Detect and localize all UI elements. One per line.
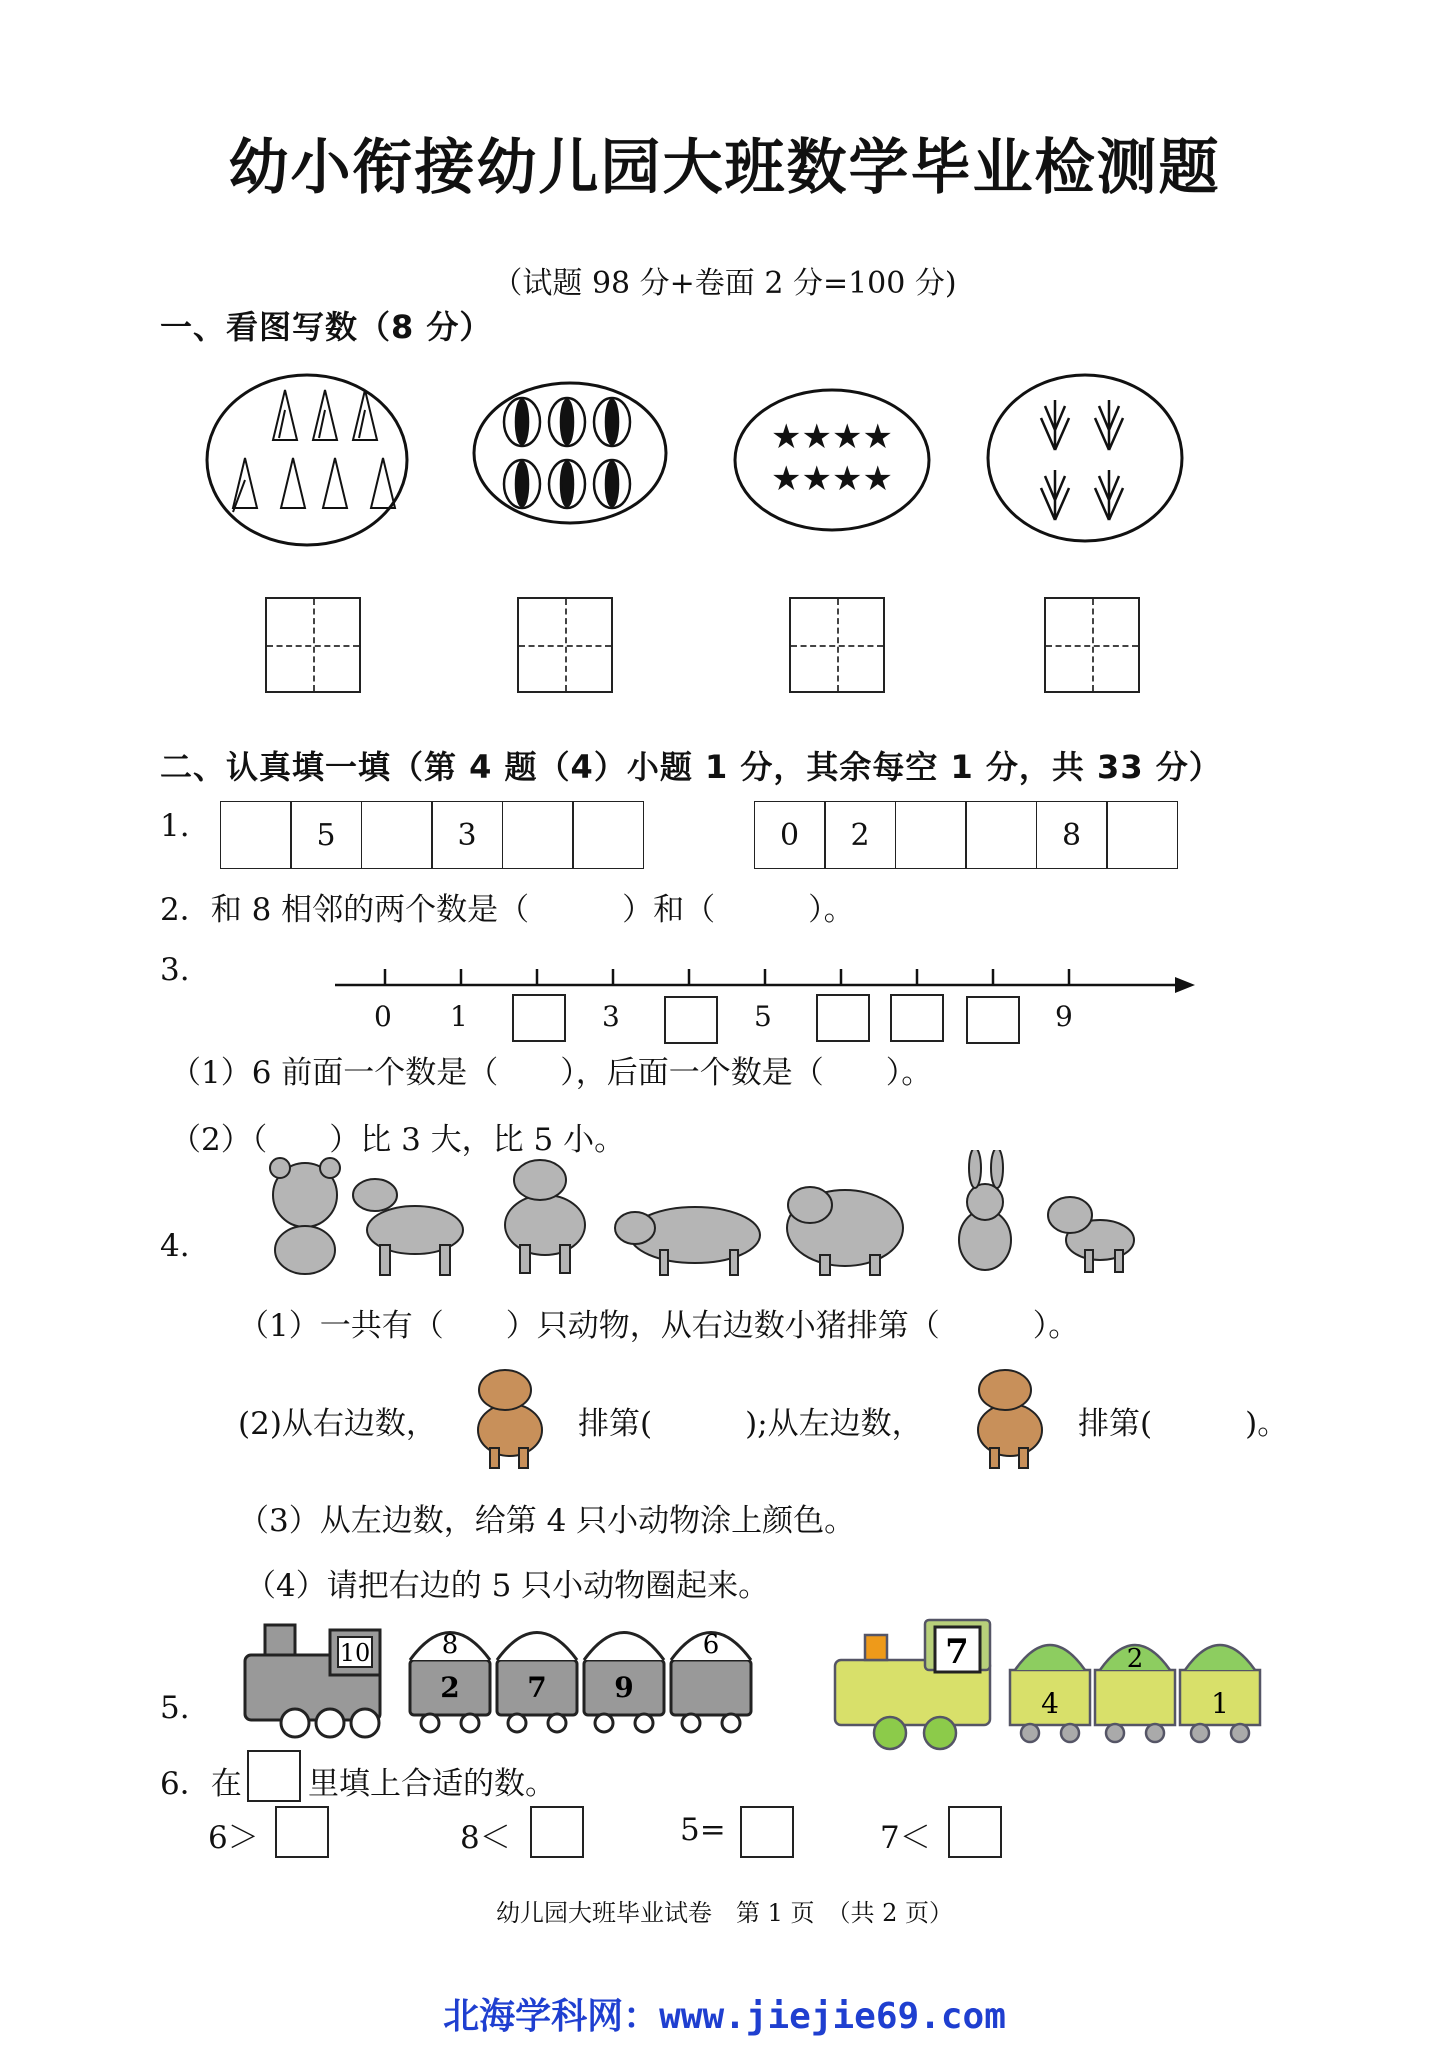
gray-train [235,1605,765,1740]
page-title: 幼小衔接幼儿园大班数学毕业检测题 [228,133,1221,203]
q6-text-a: 6．在 [160,1766,242,1802]
q3-sub1: （1）6 前面一个数是（ ），后面一个数是（ ）。 [170,1055,933,1091]
section2-heading: 二、认真填一填（第 4 题（4）小题 1 分，其余每空 1 分，共 33 分） [160,748,1222,786]
q6-answer-box-4[interactable] [948,1806,1002,1858]
q1b-cell: 2 [824,801,896,869]
watermark [0,1988,1449,2039]
q6-answer-box-3[interactable] [740,1806,794,1858]
q1b-cell: 0 [754,801,826,869]
q1a-cell: 3 [431,801,503,869]
pig-icon [787,1187,903,1275]
q6-item-2: 8＜ [460,1820,511,1856]
q6-text-b: 里填上合适的数。 [308,1766,556,1802]
answer-grid-3[interactable] [789,597,885,693]
watermark-url: www.jiejie69.com [659,1996,1006,2037]
svg-text:★★★★: ★★★★ [771,459,893,499]
tick-label-9: 9 [1055,1000,1073,1033]
q6-item-3: 5= [680,1812,726,1848]
q6-item-4: 7＜ [880,1820,931,1856]
q1a-cell[interactable] [572,801,644,869]
q1b-cell[interactable] [895,801,967,869]
q3-number: 3. [160,952,190,988]
dog-icon [1048,1197,1134,1272]
tick-label-0: 0 [374,1000,392,1033]
sheep-icon [615,1207,760,1275]
horse-icon [353,1179,463,1275]
q6-item-1: 6＞ [208,1820,259,1856]
score-note: （试题 98 分+卷面 2 分=100 分) [492,266,957,301]
q4-sub1: （1）一共有（ ）只动物，从右边数小猪排第（ ）。 [238,1308,1080,1344]
tick-answer-box-4[interactable] [664,996,718,1044]
q4-sub2-b: 排第( );从左边数， [578,1406,923,1442]
cow-icon [955,1360,1065,1470]
q1b-cell[interactable] [965,801,1037,869]
tick-label-3: 3 [602,1000,620,1033]
answer-grid-1[interactable] [265,597,361,693]
svg-text:7: 7 [527,1671,547,1704]
tick-label-5: 5 [754,1000,772,1033]
q1-number: 1. [160,808,190,844]
q4-sub2-c: 排第( )。 [1078,1406,1289,1442]
q1-number-row-b [755,801,1178,869]
tick-answer-box-2[interactable] [512,994,566,1042]
page-footer: 幼儿园大班毕业试卷 第 1 页 （共 2 页） [495,1899,954,1927]
cow-icon [505,1160,585,1273]
tick-answer-box-8[interactable] [966,996,1020,1044]
q1b-cell[interactable] [1106,801,1178,869]
svg-text:6: 6 [702,1630,720,1660]
q4-number: 4. [160,1228,190,1264]
engine-number: 7 [945,1632,969,1672]
q6-sample-box [247,1750,301,1802]
section1-heading: 一、看图写数（8 分） [160,308,493,346]
q1a-cell[interactable] [502,801,574,869]
svg-text:★★★★: ★★★★ [771,417,893,457]
oval-stars [735,390,929,530]
rabbit-icon [959,1150,1011,1270]
oval-balls [474,383,666,523]
yellow-train [825,1605,1305,1755]
number-line [330,955,1210,995]
picture-groups [205,370,1215,555]
q5-number: 5. [160,1690,190,1726]
oval-tassels [207,375,407,545]
tick-label-1: 1 [450,1000,468,1033]
animal-row [240,1150,1160,1280]
answer-grid-2[interactable] [517,597,613,693]
cow-icon [455,1360,565,1470]
q3-sub2: （2）（ ）比 3 大，比 5 小。 [170,1122,626,1158]
q4-sub4: （4）请把右边的 5 只小动物圈起来。 [245,1568,770,1604]
watermark-cn: 北海学科网： [443,1996,660,2037]
svg-text:2: 2 [440,1671,460,1704]
q1a-cell: 5 [290,801,362,869]
bear-icon [270,1158,340,1274]
engine-number: 10 [339,1639,371,1667]
q2-text: 2．和 8 相邻的两个数是（ ）和（ ）。 [160,892,855,928]
q6-answer-box-1[interactable] [275,1806,329,1858]
oval-plants [988,375,1182,541]
q1b-cell: 8 [1036,801,1108,869]
svg-text:8: 8 [441,1630,459,1660]
svg-text:4: 4 [1041,1687,1059,1720]
q1a-cell[interactable] [361,801,433,869]
q4-sub2-a: (2)从右边数， [238,1406,437,1442]
q6-answer-box-2[interactable] [530,1806,584,1858]
svg-text:1: 1 [1211,1687,1229,1720]
svg-text:2: 2 [1126,1644,1144,1674]
svg-text:9: 9 [614,1671,634,1704]
tick-answer-box-7[interactable] [890,994,944,1042]
tick-answer-box-6[interactable] [816,994,870,1042]
answer-grid-4[interactable] [1044,597,1140,693]
q1-number-row-a [221,801,644,869]
q4-sub3: （3）从左边数，给第 4 只小动物涂上颜色。 [238,1503,856,1539]
q1a-cell[interactable] [220,801,292,869]
